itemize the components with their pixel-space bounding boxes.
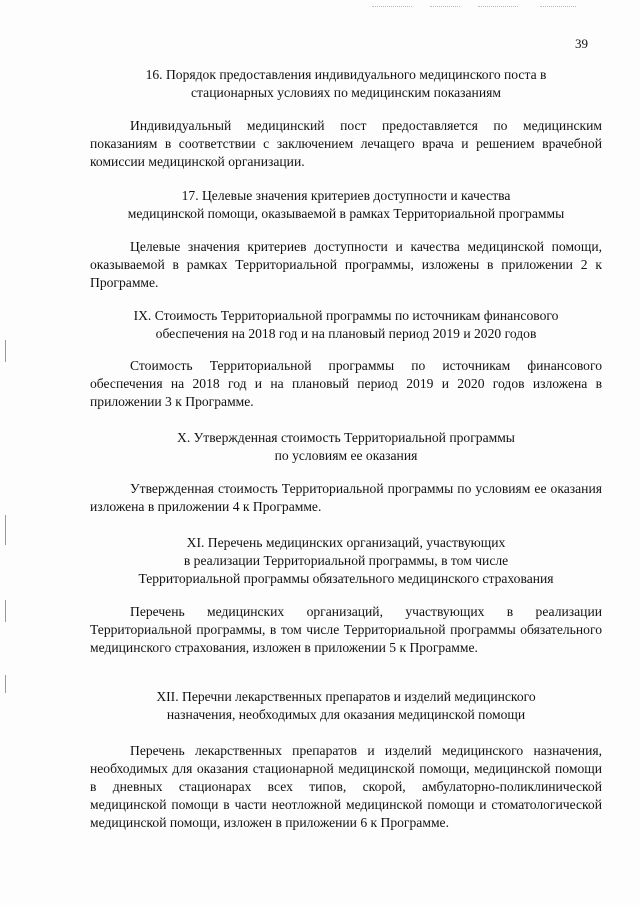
section-heading-17: 17. Целевые значения критериев доступности и качества медицинской помощи, оказываемой в рамках Территориальной программы [127,188,565,221]
scan-artifact [5,515,6,545]
scan-artifact [540,6,576,7]
scan-artifact [372,6,412,7]
scan-artifact [5,600,6,622]
section-heading-xii: XII. Перечни лекарственных препаратов и изделий медицинского назначения, необходимых для оказания медицинской помощи [156,689,536,722]
scan-artifact [478,6,518,7]
section-text-xi: Перечень медицинских организаций, участвующих в реализации Территориальной программы, в том числе Территориальной программы обязательного медицинского страхования, изложен в приложении 5 к Программе. [90,604,602,655]
section-text-x: Утвержденная стоимость Территориальной программы по условиям ее оказания изложена в приложении 4 к Программе. [90,481,602,514]
section-text-16: Индивидуальный медицинский пост предоставляется по медицинским показаниям в соответствии с заключением лечащего врача и решением врачебной комиссии медицинской организации. [90,118,602,169]
section-heading-16: 16. Порядок предоставления индивидуального медицинского поста в стационарных условиях по медицинским показаниям [145,67,547,100]
scan-artifact [430,6,460,7]
section-heading-x: X. Утвержденная стоимость Территориальной программы по условиям ее оказания [177,430,515,463]
section-heading-xi: XI. Перечень медицинских организаций, участвующих в реализации Территориальной программы, в том числе Территориальной программы обязательного медицинского страхования [138,535,554,586]
scan-artifact [5,675,6,693]
section-text-ix: Стоимость Территориальной программы по источникам финансового обеспечения на 2018 год и на плановый период 2019 и 2020 годов изложена в приложении 3 к Программе. [90,358,602,409]
section-text-17: Целевые значения критериев доступности и качества медицинской помощи, оказываемой в рамках Территориальной программы, изложены в приложении 2 к Программе. [90,239,602,290]
scan-artifact [5,340,6,362]
section-text-xii: Перечень лекарственных препаратов и изделий медицинского назначения, необходимых для оказания стационарной медицинской помощи, медицинской помощи в дневных стационарах всех типов, скорой, амбулаторно-поликлинической медицинской помощи в части неотложной медицинской помощи и стоматологической медицинской помощи, изложен в приложении 6 к Программе. [90,743,602,830]
section-heading-ix: IX. Стоимость Территориальной программы по источникам финансового обеспечения на 2018 год и на плановый период 2019 и 2020 годов [133,308,559,341]
page-number: 39 [575,36,588,51]
